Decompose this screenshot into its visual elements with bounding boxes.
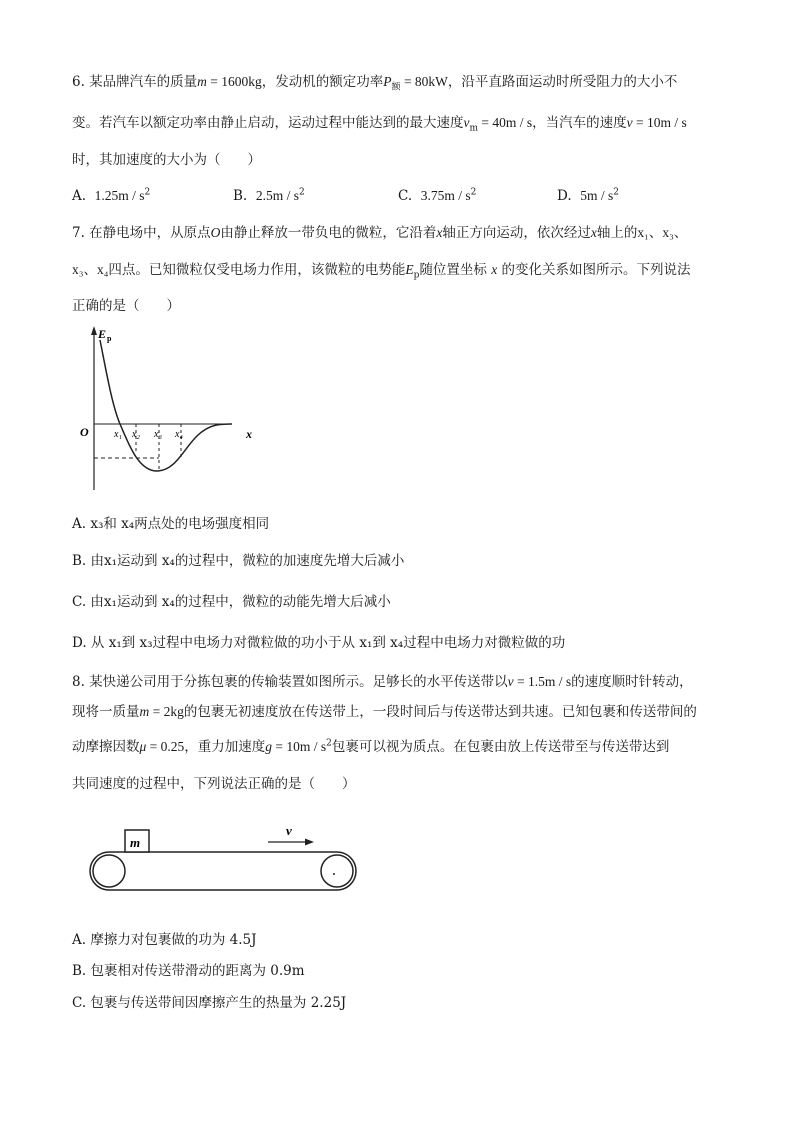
option-exponent: 2 <box>298 187 305 198</box>
q7-option-a[interactable]: A. x₃和 x₄两点处的电场强度相同 <box>72 516 270 532</box>
q7-text: 7. 在静电场中，从原点 <box>72 225 211 241</box>
tick-label-x1: x₁ <box>114 429 122 440</box>
y-axis-arrow-icon <box>91 326 97 335</box>
power-symbol: P <box>383 74 392 89</box>
q8-line-1 <box>72 672 693 692</box>
q7-line-1 <box>72 223 687 243</box>
q6-option-d[interactable] <box>557 186 619 206</box>
speed-symbol: v <box>626 115 633 130</box>
x-symbol: x <box>436 225 443 240</box>
q8-text: ，重力加速度 <box>184 739 266 755</box>
option-value: 2.5m / s <box>255 188 299 203</box>
mu-symbol: μ <box>139 739 147 754</box>
g-value: = 10m / s <box>272 739 327 754</box>
tick-label-x2: x₂ <box>132 429 140 440</box>
q6-line-3: 时，其加速度的大小为（ ） <box>72 152 261 168</box>
q6-text: 变。若汽车以额定功率由静止启动，运动过程中能达到的最大速度 <box>72 115 464 131</box>
q7-text: 的变化关系如图所示。下列说法 <box>501 262 691 278</box>
belt-speed-value: = 1.5m / s <box>513 674 572 689</box>
q7-text: 轴上的 <box>596 225 638 241</box>
q6-option-c[interactable] <box>398 186 476 206</box>
x-symbol: x <box>590 225 597 240</box>
belt-speed-symbol: v <box>507 674 514 689</box>
option-value: 1.25m / s <box>94 188 145 203</box>
x-axis-label: x <box>246 427 252 441</box>
q7-line-3: 正确的是（ ） <box>72 298 180 314</box>
q8-option-a[interactable]: A. 摩擦力对包裹做的功为 4.5J <box>72 932 257 948</box>
vmax-value: = 40m / s <box>478 115 533 130</box>
option-exponent: 2 <box>470 187 477 198</box>
q7-points: x₁、x₃、 <box>637 225 688 240</box>
q7-option-c[interactable]: C. 由x₁运动到 x₄的过程中，微粒的动能先增大后减小 <box>72 594 391 610</box>
q6-text: ，沿平直路面运动时所受阻力的大小不 <box>447 74 678 90</box>
package-mass-label: m <box>130 835 141 850</box>
ep-curve <box>100 340 232 471</box>
right-pulley-icon <box>321 855 353 887</box>
option-label: A. <box>72 188 87 204</box>
option-exponent: 2 <box>144 187 151 198</box>
q8-line-2 <box>72 702 697 722</box>
q6-option-a[interactable] <box>72 186 150 206</box>
q8-text: 8. 某快递公司用于分拣包裹的传输装置如图所示。足够长的水平传送带以 <box>72 674 508 690</box>
q8-option-b[interactable]: B. 包裹相对传送带滑动的距离为 0.9m <box>72 963 305 979</box>
origin-symbol: O <box>210 225 221 240</box>
ep-subscript: p <box>413 270 420 281</box>
y-axis-label: E <box>98 327 107 341</box>
q6-line-2 <box>72 113 687 133</box>
q7-line-2 <box>72 260 691 280</box>
q6-text: 6. 某品牌汽车的质量 <box>72 74 198 90</box>
mass-symbol: m <box>197 74 207 89</box>
g-symbol: g <box>265 739 273 754</box>
conveyor-belt-figure <box>88 822 360 894</box>
q7-option-b[interactable]: B. 由x₁运动到 x₄的过程中，微粒的加速度先增大后减小 <box>72 553 405 569</box>
origin-label: O <box>80 425 89 439</box>
arrow-head-icon <box>305 839 314 846</box>
mass-value: = 2kg <box>149 704 184 719</box>
q6-text: ，当汽车的速度 <box>532 115 627 131</box>
q6-text: ，发动机的额定功率 <box>261 74 384 90</box>
q7-option-d[interactable]: D. 从 x₁到 x₃过程中电场力对微粒做的功小于从 x₁到 x₄过程中电场力对微粒做的功 <box>72 635 566 651</box>
q7-text: 轴正方向运动，依次经过 <box>442 225 591 241</box>
q8-text: 的包裹无初速度放在传送带上，一段时间后与传送带达到共速。已知包裹和传送带间的 <box>183 704 697 720</box>
pulley-axle-icon <box>333 873 335 875</box>
q8-text: 包裹可以视为质点。在包裹由放上传送带至与传送带达到 <box>331 739 670 755</box>
mass-value: = 1600kg <box>206 74 262 89</box>
q8-text: 动摩擦因数 <box>72 739 140 755</box>
q7-points: x₃、x₄ <box>72 262 109 277</box>
velocity-label: v <box>286 823 292 838</box>
tick-label-x3: x₃ <box>154 429 162 440</box>
option-label: D. <box>557 188 572 204</box>
mass-symbol: m <box>139 704 150 719</box>
q7-text: 由静止释放一带负电的微粒，它沿着 <box>220 225 437 241</box>
left-pulley-icon <box>93 855 125 887</box>
q8-text: 现将一质量 <box>72 704 140 720</box>
tick-label-x4: x₄ <box>175 429 183 440</box>
vmax-subscript: m <box>469 123 479 134</box>
power-subscript: 额 <box>391 82 401 93</box>
q8-line-4: 共同速度的过程中，下列说法正确的是（ ） <box>72 776 356 792</box>
y-axis-label-subscript: p <box>107 334 112 343</box>
speed-value: = 10m / s <box>632 115 687 130</box>
q8-line-3 <box>72 737 669 757</box>
q7-text: 随位置坐标 <box>419 262 487 278</box>
q8-text: 的速度顺时针转动， <box>571 674 693 690</box>
option-label: B. <box>233 188 248 204</box>
vmax-symbol: v <box>463 115 470 130</box>
q8-option-c[interactable]: C. 包裹与传送带间因摩擦产生的热量为 2.25J <box>72 995 347 1011</box>
option-exponent: 2 <box>613 187 619 198</box>
option-value: 5m / s <box>580 188 614 203</box>
ep-x-graph <box>72 320 272 500</box>
g-exponent: 2 <box>326 738 332 749</box>
option-label: C. <box>398 188 413 204</box>
power-value: = 80kW <box>400 74 448 89</box>
ep-symbol: E <box>405 262 414 277</box>
q6-line-1 <box>72 72 677 92</box>
q7-text: 四点。已知微粒仅受电场力作用，该微粒的电势能 <box>108 262 406 278</box>
option-value: 3.75m / s <box>420 188 471 203</box>
q6-option-b[interactable] <box>233 186 305 206</box>
x-symbol: x <box>491 262 498 277</box>
mu-value: = 0.25 <box>146 739 185 754</box>
